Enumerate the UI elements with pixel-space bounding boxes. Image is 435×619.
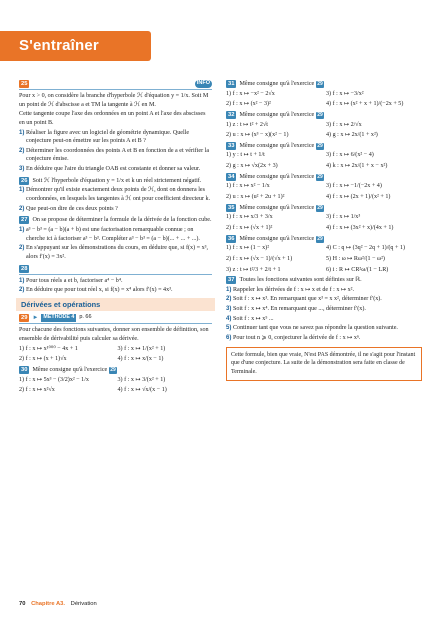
function-item: 4) C : q ↦ (3q² − 2q + 1)/(q + 1)	[326, 245, 406, 252]
function-item: 1) z : t ↦ t² + 2√t	[226, 121, 268, 128]
exercise-text: Pour chacune des fonctions suivantes, donner son ensemble de définition, son ensemble de dérivabilité puis calculer sa dérivée.	[19, 327, 209, 342]
exercise-35: 35 Même consigne qu'à l'exercice 29	[228, 204, 323, 211]
function-list	[226, 151, 422, 170]
question-item: 1) Pour tous réels a et b, factoriser a⁴ − b⁴.	[19, 276, 123, 284]
function-item: 4) g : x ↦ 2x/(1 + x²)	[326, 132, 378, 139]
exercise-reference[interactable]: 29	[110, 366, 116, 373]
question-item: 3) Soit f : x ↦ x⁴. En remarquant que ..., déterminer f′(x).	[226, 305, 366, 313]
function-list	[226, 90, 422, 109]
function-item: 3) f : x ↦ 1/x³	[326, 214, 361, 221]
function-item: 3) f : x ↦ 3/(x² + 1)	[117, 376, 166, 383]
question-item: 5) Continuer tant que vous ne savez pas répondre la question suivante.	[226, 324, 398, 332]
function-item: 1) f : x ↦ 5x³ − (3/2)x² − 1/x	[19, 376, 89, 383]
function-item: 4) k : x ↦ 2x/(1 + x − x²)	[326, 163, 388, 170]
page-footer	[19, 600, 97, 608]
function-item: 1) f : x ↦ x¹⁰⁰⁰ − 4x + 1	[19, 345, 78, 352]
function-item: 4) f : x ↦ (3x² + x)/(4x + 1)	[326, 224, 394, 231]
exercise-text: Cette tangente coupe l'axe des ordonnées en un point A et l'axe des abscisses en un point B.	[19, 111, 206, 126]
function-list	[19, 345, 212, 364]
function-item: 2) f : x ↦ (√x − 1)/(√x + 1)	[226, 255, 293, 262]
exercise-27: 27 On se propose de déterminer la formule de la dérivée de la fonction cube.	[21, 217, 212, 224]
function-list	[226, 182, 422, 201]
question-item: 2) En s'appuyant sur les démonstrations du cours, en déduire que, si f(x) = x³, alors f′(x) = 3x².	[19, 244, 208, 260]
function-item: 2) f : x ↦ (√x + 1)²	[226, 224, 273, 231]
remark-box: Cette formule, bien que vraie, N'est PAS démontrée, il ne s'agit pour l'instant que d'une conjecture. La suite de la démonstration sera faite en classe de Terminale.	[226, 347, 422, 381]
question-item: 2) Déterminer les coordonnées des points A et B en fonction de a et vérifier la conjecture émise.	[19, 146, 210, 163]
function-item: 4) f : x ↦ √x/(x − 1)	[117, 387, 167, 394]
function-item: 2) u : x ↦ (x³ − x)(x² − 1)	[226, 132, 289, 139]
exercise-number: 25	[21, 81, 28, 87]
question-item: 3) En déduire que l'aire du triangle OAB est constante et donner sa valeur.	[19, 165, 201, 173]
question-item: 1) Démontrer qu'il existe exactement deux points de ℋ, dont on donnera les coordonnées, en lesquels les tangentes à ℋ ont pour coefficient directeur k.	[19, 186, 211, 203]
function-list	[226, 213, 422, 232]
function-item: 6) i : R ↦ CR²ω/(1 − LR)	[326, 266, 389, 273]
method-badge[interactable]: MÉTHODE 4	[43, 314, 75, 321]
function-list	[19, 376, 212, 395]
function-item: 1) f : x ↦ x/3 + 3/x	[226, 214, 273, 221]
left-column	[19, 80, 212, 397]
info-badge: INFO	[196, 80, 210, 87]
exercise-number: 29	[21, 315, 28, 322]
exercise-34: 34 Même consigne qu'à l'exercice 29	[228, 173, 323, 180]
question-item: 1) a³ − b³ = (a − b)(a + b) est une factorisation remarquable connue ; on cherche ici à factoriser a³ − b³. Compléter a³ − b³ = (a − b)(... + ... + ...).	[19, 225, 200, 242]
chapter-title: Dérivation	[70, 601, 97, 607]
exercise-text: Pour x > 0, on considère la branche d'hyperbole ℋ d'équation y = 1/x. Soit M un point de ℋ d'abscisse a et TM la tangente à ℋ en M.	[19, 93, 209, 108]
function-item: 1) f : x ↦ x² − 1/x	[226, 183, 270, 190]
question-item: 2) Soit f : x ↦ x³. En remarquant que x³ = x x², déterminer f′(x).	[226, 295, 382, 303]
function-list	[226, 244, 422, 274]
right-column	[226, 80, 422, 381]
chapter-label: Chapitre A3.	[31, 601, 66, 607]
exercise-25-header	[19, 80, 212, 90]
function-item: 1) f : x ↦ (1 − x)²	[226, 245, 270, 252]
question-item: 2) En déduire que pour tout réel x, si f(x) = x⁴ alors f′(x) = 4x³.	[19, 286, 173, 294]
function-list	[226, 121, 422, 140]
function-item: 1) y : t ↦ t + 1/t	[226, 152, 265, 159]
exercise-37: 37 Toutes les fonctions suivantes sont définies sur ℝ.	[228, 277, 362, 284]
function-item: 1) f : x ↦ −x² − 2√x	[226, 90, 275, 97]
exercise-32: 32 Même consigne qu'à l'exercice 29	[228, 111, 323, 118]
function-item: 3) f : x ↦ −1/(−2x + 4)	[326, 183, 382, 190]
exercise-36: 36 Même consigne qu'à l'exercice 29	[228, 235, 323, 242]
function-item: 3) f : x ↦ 6/(x² − 4)	[326, 152, 374, 159]
exercise-33: 33 Même consigne qu'à l'exercice 29	[228, 142, 323, 149]
exercise-number: 28	[21, 265, 28, 272]
question-item: 4) Soit f : x ↦ x⁵ ...	[226, 314, 274, 322]
function-item: 2) u : x ↦ (u² + 2u + 1)²	[226, 194, 285, 201]
function-item: 3) f : x ↦ 1/(x² + 1)	[117, 345, 166, 352]
page-reference: p. 66	[79, 314, 92, 321]
exercise-30: 30 Même consigne qu'à l'exercice 29	[21, 366, 116, 373]
question-item: 6) Pour tout n ⩾ 0, conjecturer la dérivée de f : x ↦ xⁿ.	[226, 334, 361, 342]
exercise-31: 31 Même consigne qu'à l'exercice 29	[228, 81, 323, 87]
function-item: 3) f : x ↦ 2/√x	[326, 121, 362, 128]
function-item: 3) z : t ↦ t²/3 + 2/t + 1	[226, 266, 281, 273]
exercise-29-header	[19, 314, 212, 325]
function-item: 2) f : x ↦ (x² − 3)²	[226, 101, 271, 108]
function-item: 5) H : ω ↦ Rω²/(1 − ω²)	[326, 255, 385, 262]
function-item: 4) f : x ↦ x/(x − 1)	[117, 356, 164, 363]
function-item: 4) f : x ↦ (2x + 1)/(x² + 1)	[326, 194, 391, 201]
question-item: 2) Que peut-on dire de ces deux points ?	[19, 204, 118, 212]
question-item: 1) Rappeler les dérivées de f : x ↦ x et de f : x ↦ x².	[226, 285, 354, 293]
exercise-28-header	[19, 265, 212, 275]
arrow-right-icon: ►	[32, 314, 39, 321]
page-number: 70	[19, 601, 26, 607]
function-item: 2) f : x ↦ (x + 1)√x	[19, 356, 67, 363]
function-item: 2) g : x ↦ √x(2x + 3)	[226, 163, 278, 170]
exercise-26: 26 Soit ℋ l'hyperbole d'équation y = 1/x et k un réel strictement négatif.	[21, 177, 202, 184]
section-heading: Dérivées et opérations	[16, 298, 215, 311]
function-item: 4) f : x ↦ (x² + x + 1)/(−2x + 5)	[326, 101, 404, 108]
question-item: 1) Réaliser la figure avec un logiciel de géométrie dynamique. Quelle conjecture peut-on émettre sur les points A et B ?	[19, 128, 190, 145]
function-item: 3) f : x ↦ −3/x²	[326, 90, 364, 97]
function-item: 2) f : x ↦ x²√x	[19, 387, 55, 394]
section-banner	[0, 31, 151, 61]
banner-title: S'entraîner	[19, 37, 99, 54]
